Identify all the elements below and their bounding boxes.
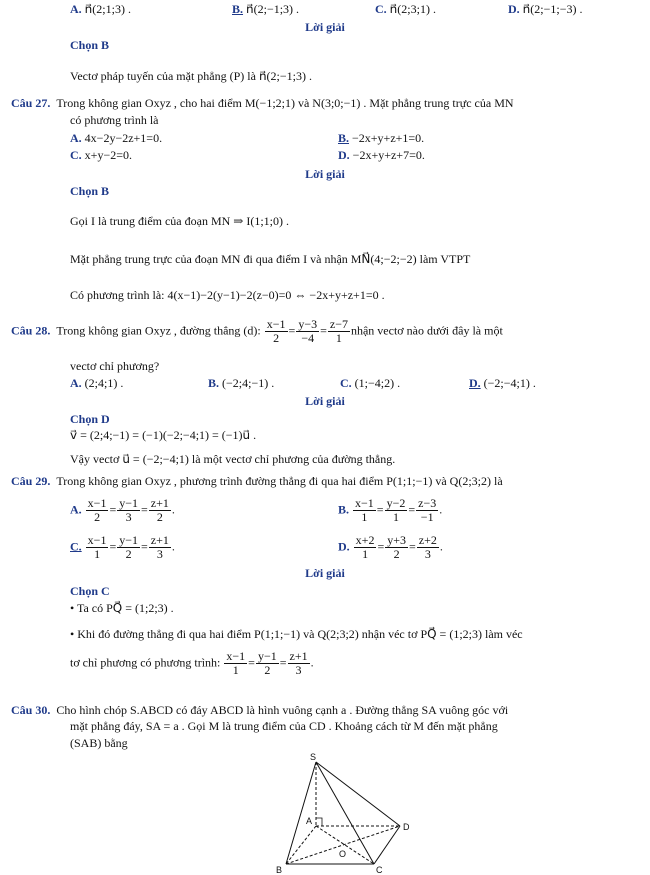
loi-giai-heading: Lời giải: [305, 566, 345, 580]
option-d[interactable]: D. n⃗(2;−1;−3) .: [508, 2, 583, 16]
label-B: B: [276, 865, 283, 874]
solution-line: Mặt phẳng trung trực của đoạn MN đi qua điểm I và nhận MN⃗(4;−2;−2) làm VTPT: [70, 252, 471, 266]
loi-giai-heading: Lời giải: [305, 167, 345, 181]
edge-SD: [316, 762, 400, 826]
loi-giai-heading: Lời giải: [305, 394, 345, 408]
question-30-stem-cont: mặt phẳng đáy, SA = a . Gọi M là trung điểm của CD . Khoảng cách từ M đến mặt phẳng: [70, 719, 498, 733]
question-27-stem: Câu 27. Trong không gian Oxyz , cho hai điểm M(−1;2;1) và N(3;0;−1) . Mặt phẳng trung trực của MN: [11, 96, 514, 110]
fraction: $\frac{y-1}{2}$: [119, 533, 139, 561]
fraction: $\frac{z+1}{2}$: [150, 496, 169, 524]
option-b[interactable]: B. n⃗(2;−1;3) .: [232, 2, 300, 16]
fraction: $\frac{x-1}{2}$: [266, 317, 286, 345]
fraction: $\frac{x+2}{1}$: [355, 533, 375, 561]
q28-option-b[interactable]: B. (−2;4;−1) .: [208, 376, 275, 390]
edge-SB: [286, 762, 316, 864]
fraction: $\frac{z+2}{3}$: [418, 533, 437, 561]
chon-answer: Chọn B: [70, 184, 110, 198]
q29-option-d[interactable]: D. $\frac{x+2}{1}$ = $\frac{y+3}{2}$ = $\frac{z+2}{3}$ .: [338, 533, 443, 561]
loi-giai-heading: Lời giải: [305, 20, 345, 34]
q27-option-c[interactable]: C. x+y−2=0.: [70, 148, 132, 162]
label-O: O: [339, 849, 347, 859]
question-29-stem: Câu 29. Trong không gian Oxyz , phương trình đường thẳng đi qua hai điểm P(1;1;−1) và Q(2;3;2) là: [11, 474, 503, 488]
fraction: $\frac{x-1}{1}$: [226, 649, 246, 677]
chon-answer: Chọn B: [70, 38, 110, 52]
option-c[interactable]: C. n⃗(2;3;1) .: [375, 2, 436, 16]
question-30-stem: Câu 30. Cho hình chóp S.ABCD có đáy ABCD là hình vuông cạnh a . Đường thẳng SA vuông góc với: [11, 703, 509, 717]
label-C: C: [376, 865, 383, 874]
fraction: $\frac{y-1}{2}$: [257, 649, 277, 677]
fraction: $\frac{x-1}{1}$: [355, 496, 374, 524]
solution-line: • Khi đó đường thẳng đi qua hai điểm P(1;1;−1) và Q(2;3;2) nhận véc tơ PQ⃗ = (1;2;3) làm véc: [70, 627, 523, 641]
label-S: S: [310, 752, 317, 762]
q29-option-a[interactable]: A. $\frac{x-1}{2}$ = $\frac{y-1}{3}$ = $\frac{z+1}{2}$ .: [70, 496, 175, 524]
solution-line: Có phương trình là: 4(x−1)−2(y−1)−2(z−0)=0 ⇔ −2x+y+z+1=0 .: [70, 288, 385, 302]
q28-option-a[interactable]: A. (2;4;1) .: [70, 376, 124, 390]
fraction: $\frac{y-1}{3}$: [119, 496, 139, 524]
fraction: $\frac{y+3}{2}$: [387, 533, 407, 561]
solution-line: tơ chỉ phương có phương trình: $\frac{x-1}{1}$ = $\frac{y-1}{2}$ = $\frac{z+1}{3}$ .: [70, 649, 314, 677]
fraction: $\frac{x-1}{1}$: [87, 533, 107, 561]
q28-option-d[interactable]: D. (−2;−4;1) .: [469, 376, 536, 390]
fraction: $\frac{y-2}{1}$: [386, 496, 406, 524]
q29-option-b[interactable]: B. $\frac{x-1}{1}$ = $\frac{y-2}{1}$ = $\frac{z-3}{-1}$ .: [338, 496, 443, 524]
solution-line: Vectơ pháp tuyến của mặt phẳng (P) là n⃗(2;−1;3) .: [70, 69, 312, 83]
fraction: $\frac{y-3}{-4}$: [298, 317, 318, 345]
label-A: A: [306, 816, 313, 826]
question-30-stem-cont: (SAB) bằng: [70, 736, 128, 750]
question-28-stem: Câu 28. Trong không gian Oxyz , đường thẳng (d): $\frac{x-1}{2}$ = $\frac{y-3}{-4}$ = $\frac{z-7}{1}$ nhận vectơ nào dưới đây là một: [11, 317, 503, 345]
fraction: $\frac{x-1}{2}$: [87, 496, 107, 524]
q27-option-d[interactable]: D. −2x+y+z+7=0.: [338, 148, 425, 162]
q27-option-a[interactable]: A. 4x−2y−2z+1=0.: [70, 131, 163, 145]
option-a[interactable]: A. n⃗(2;1;3) .: [70, 2, 131, 16]
fraction: $\frac{z+1}{3}$: [289, 649, 308, 677]
q27-option-b[interactable]: B. −2x+y+z+1=0.: [338, 131, 425, 145]
q29-option-c[interactable]: C. $\frac{x-1}{1}$ = $\frac{y-1}{2}$ = $\frac{z+1}{3}$ .: [70, 533, 175, 561]
label-D: D: [403, 822, 410, 832]
q28-option-c[interactable]: C. (1;−4;2) .: [340, 376, 401, 390]
solution-line: Gọi I là trung điểm của đoạn MN ⇒ I(1;1;0) .: [70, 214, 290, 228]
fraction: $\frac{z-3}{-1}$: [418, 496, 437, 524]
pyramid-figure: [260, 752, 420, 874]
solution-line: Vậy vectơ u⃗ = (−2;−4;1) là một vectơ chỉ phương của đường thẳng.: [70, 452, 396, 466]
question-27-stem-cont: có phương trình là: [70, 113, 159, 127]
chon-answer: Chọn C: [70, 584, 110, 598]
edge-AB: [286, 826, 316, 864]
question-28-stem-cont: vectơ chỉ phương?: [70, 359, 160, 373]
fraction: $\frac{z+1}{3}$: [150, 533, 169, 561]
right-angle-mark: [316, 818, 322, 826]
solution-line: v⃗ = (2;4;−1) = (−1)(−2;−4;1) = (−1)u⃗ .: [70, 428, 257, 442]
fraction: $\frac{z-7}{1}$: [329, 317, 348, 345]
chon-answer: Chọn D: [70, 412, 110, 426]
edge-CD: [374, 826, 400, 864]
solution-line: • Ta có PQ⃗ = (1;2;3) .: [70, 601, 174, 615]
